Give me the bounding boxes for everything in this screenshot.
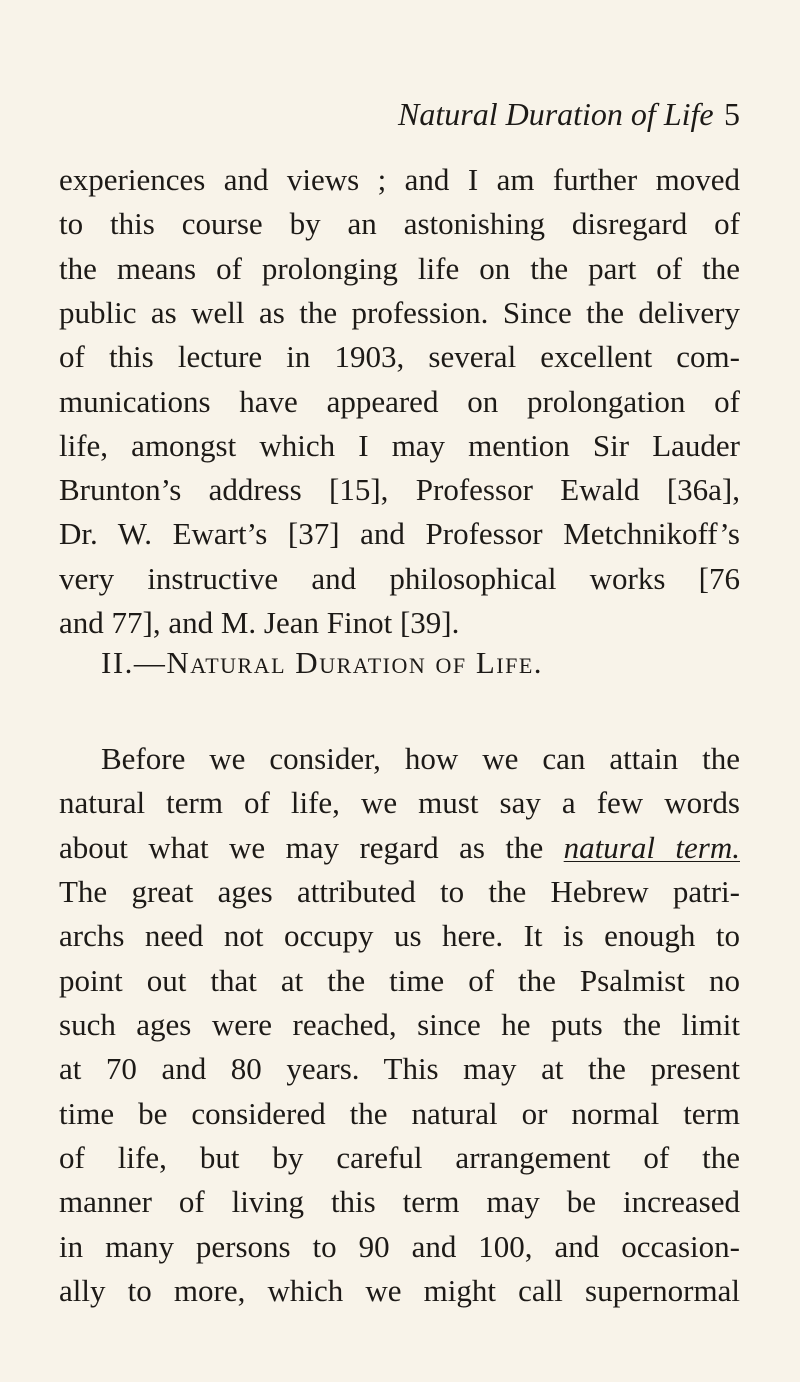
text-line: at 70 and 80 years. This may at the present: [59, 1051, 740, 1086]
running-head: [0, 96, 800, 136]
text-line: the means of prolonging life on the part of the: [59, 251, 740, 286]
text-line: experiences and views ; and I am further moved: [59, 162, 740, 197]
running-title: Natural Duration of Life: [398, 96, 714, 132]
text-line: and 77], and M. Jean Finot [39].: [59, 605, 460, 640]
page-number: 5: [724, 96, 740, 132]
text-line: time be considered the natural or normal term: [59, 1096, 740, 1131]
text-line: point out that at the time of the Psalmist no: [59, 963, 740, 998]
text-line: Before we consider, how we can attain the: [101, 741, 740, 776]
text-line: manner of living this term may be increased: [59, 1184, 740, 1219]
text-line: in many persons to 90 and 100, and occasion-: [59, 1229, 740, 1264]
text-line: [59, 826, 740, 870]
text-line: life, amongst which I may mention Sir Lauder: [59, 428, 740, 463]
text-line: The great ages attributed to the Hebrew patri-: [59, 874, 740, 909]
text-line: Dr. W. Ewart’s [37] and Professor Metchnikoff’s: [59, 516, 740, 551]
text-line: public as well as the profession. Since the delivery: [59, 295, 740, 330]
text-line: such ages were reached, since he puts the limit: [59, 1007, 740, 1042]
text-line: archs need not occupy us here. It is enough to: [59, 918, 740, 953]
text-line: very instructive and philosophical works [76: [59, 561, 740, 596]
text-line: to this course by an astonishing disregard of: [59, 206, 740, 241]
text-line: of life, but by careful arrangement of the: [59, 1140, 740, 1175]
text-line: Brunton’s address [15], Professor Ewald [36a],: [59, 472, 740, 507]
section-heading: II.—Natural Duration of Life.: [101, 645, 544, 680]
text-line: of this lecture in 1903, several excellent com-: [59, 339, 740, 374]
text-line: munications have appeared on prolongation of: [59, 384, 740, 419]
text-line: ally to more, which we might call supernormal: [59, 1273, 740, 1308]
text-run: about what we may regard as the: [59, 830, 564, 865]
text-line: natural term of life, we must say a few words: [59, 785, 740, 820]
emphasized-phrase: natural term.: [563, 830, 740, 865]
